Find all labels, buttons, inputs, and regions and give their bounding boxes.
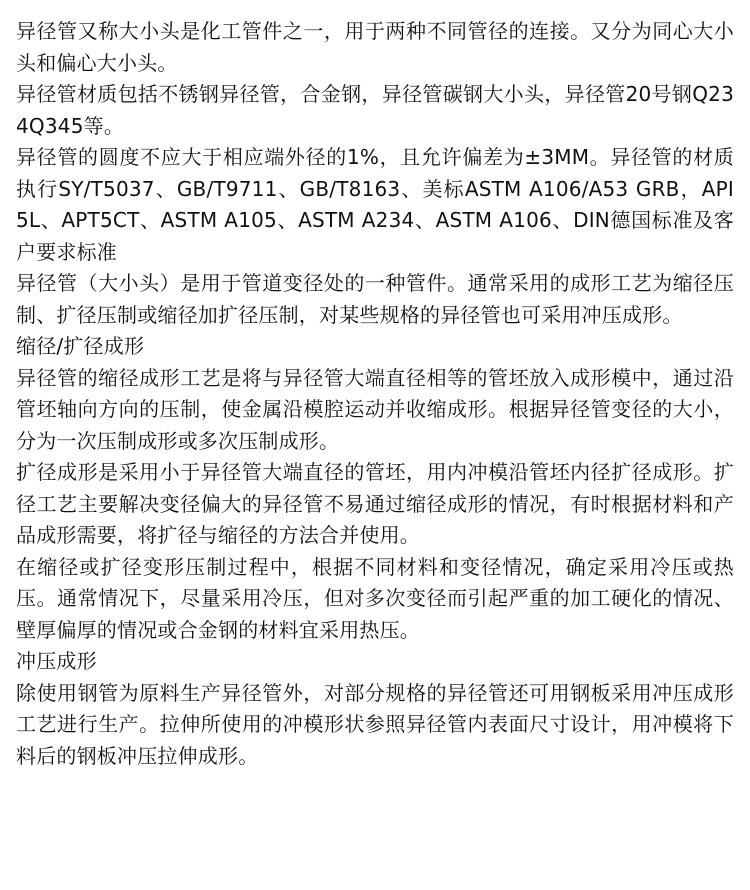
paragraph-standards: 异径管的圆度不应大于相应端外径的1%，且允许偏差为±3MM。异径管的材质执行SY/T5037、GB/T9711、GB/T8163、美标ASTM A106/A53 GRB，API 5L、APT5CT、ASTM A105、ASTM A234、ASTM A106、DIN德国标准及客户要求标准 — [16, 145, 734, 264]
paragraph-expand-forming: 扩径成形是采用小于异径管大端直径的管坯，用内冲模沿管坯内径扩径成形。扩径工艺主要解决变径偏大的异径管不易通过缩径成形的情况，有时根据材料和产品成形需要，将扩径与缩径的方法合并使用。 — [16, 460, 734, 547]
paragraph-process-overview: 异径管（大小头）是用于管道变径处的一种管件。通常采用的成形工艺为缩径压制、扩径压制或缩径加扩径压制，对某些规格的异径管也可采用冲压成形。 — [16, 271, 734, 327]
section-heading-reduce-expand: 缩径/扩径成形 — [16, 334, 145, 358]
section-heading-stamping: 冲压成形 — [16, 649, 97, 673]
paragraph-material: 异径管材质包括不锈钢异径管，合金钢，异径管碳钢大小头，异径管20号钢Q234Q345等。 — [16, 82, 734, 138]
paragraph-intro: 异径管又称大小头是化工管件之一，用于两种不同管径的连接。又分为同心大小头和偏心大小头。 — [16, 19, 734, 75]
paragraph-reduce-forming: 异径管的缩径成形工艺是将与异径管大端直径相等的管坯放入成形模中，通过沿管坯轴向方向的压制，使金属沿模腔运动并收缩成形。根据异径管变径的大小，分为一次压制成形或多次压制成形。 — [16, 365, 734, 453]
paragraph-stamping-forming: 除使用钢管为原料生产异径管外，对部分规格的异径管还可用钢板采用冲压成形工艺进行生产。拉伸所使用的冲模形状参照异径管内表面尺寸设计，用冲模将下料后的钢板冲压拉伸成形。 — [16, 680, 734, 768]
paragraph-cold-hot-pressing: 在缩径或扩径变形压制过程中，根据不同材料和变径情况，确定采用冷压或热压。通常情况下，尽量采用冷压，但对多次变径而引起严重的加工硬化的情况、壁厚偏厚的情况或合金钢的材料宜采用热压。 — [16, 554, 734, 642]
